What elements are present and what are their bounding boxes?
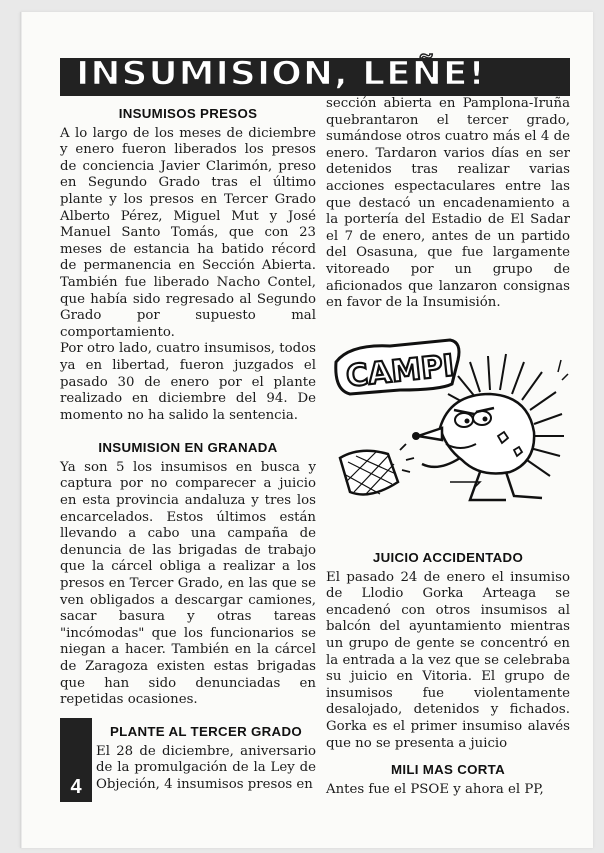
- heading-insumisos-presos: INSUMISOS PRESOS: [118, 106, 258, 121]
- cartoon-caption: CAMPI: [344, 348, 456, 395]
- continuation-paragraph: sección abierta en Pamplona-Iruña quebrantaron el tercer grado, sumándose otros cuatro más el 4 de enero. Tardaron varios días en ser detenidos tras realizar varias acciones espectaculares entre las que destacó un encadenamiento a la portería del Estadio de El Sadar el 7 de enero, antes de un partido del Osasuna, que fue largamente vitoreado por un grupo de aficionados que lanzaron consignas en favor de la Insumisión.: [326, 96, 570, 311]
- net-basket: [340, 451, 398, 495]
- campi-cartoon-illustration: [330, 332, 570, 510]
- juicio-paragraph: El pasado 24 de enero el insumiso de Llodio Gorka Arteaga se encadenó con otros insumisos al balcón del ayuntamiento mientras un grupo de gente se concentró en la entrada a la vez que se celebraba su juicio en Vitoria. El grupo de insumisos fue violentamente desalojado, detenidos y fichados. Gorka es el primer insumiso alavés que no se presenta a juicio: [326, 569, 570, 751]
- heading-juicio-accidentado: JUICIO ACCIDENTADO: [372, 550, 524, 565]
- heading-insumision-granada: INSUMISION EN GRANADA: [98, 440, 278, 456]
- left-column: [60, 106, 316, 709]
- juicio-section: [326, 550, 570, 798]
- page-number: 4: [70, 776, 82, 798]
- granada-paragraph: Ya son 5 los insumisos en busca y captura por no comparecer a juicio en esta provincia andaluza y tres los encarcelados. Estos últimos están llevando a cabo una campaña de denuncia de las brigadas de trabajo que la cárcel obliga a realizar a los presos en Tercer Grado, en las que se ven obligados a descargar camiones, sacar basura y otras tareas "incómodas" que los funcionarios se niegan a hacer. También en la cárcel de Zaragoza existen estas brigadas que han sido denunciadas en repetidas ocasiones.: [60, 459, 316, 708]
- heading-plante-tercer-grado: PLANTE AL TERCER GRADO: [109, 724, 303, 739]
- heading-mili-mas-corta: MILI MAS CORTA: [390, 762, 505, 778]
- presos-paragraph-2: Por otro lado, cuatro insumisos, todos ya en libertad, fueron juzgados el pasado 30 de enero por el plante realizado en diciembre del 94. De momento no ha salido la sentencia.: [60, 341, 316, 423]
- mili-paragraph: Antes fue el PSOE y ahora el PP,: [326, 781, 544, 797]
- right-column: [326, 96, 570, 312]
- plante-paragraph: El 28 de diciembre, aniversario de la promulgación de la Ley de Objeción, 4 insumisos presos en: [96, 743, 316, 792]
- page-fold-shadow: [20, 12, 22, 848]
- plante-section: [96, 724, 316, 793]
- page-title: INSUMISION, LEÑE!: [76, 54, 486, 93]
- presos-paragraph-1: A lo largo de los meses de diciembre y enero fueron liberados los presos de conciencia Javier Clarimón, preso en Segundo Grado tras el último plante y los presos en Tercer Grado Alberto Pérez, Miguel Mut y José Manuel Santo Tomás, que con 23 meses de estancia ha batido récord de permanencia en Sección Abierta. También fue liberado Nacho Contel, que había sido regresado al Segundo Grado por supuesto mal comportamiento.: [60, 125, 316, 340]
